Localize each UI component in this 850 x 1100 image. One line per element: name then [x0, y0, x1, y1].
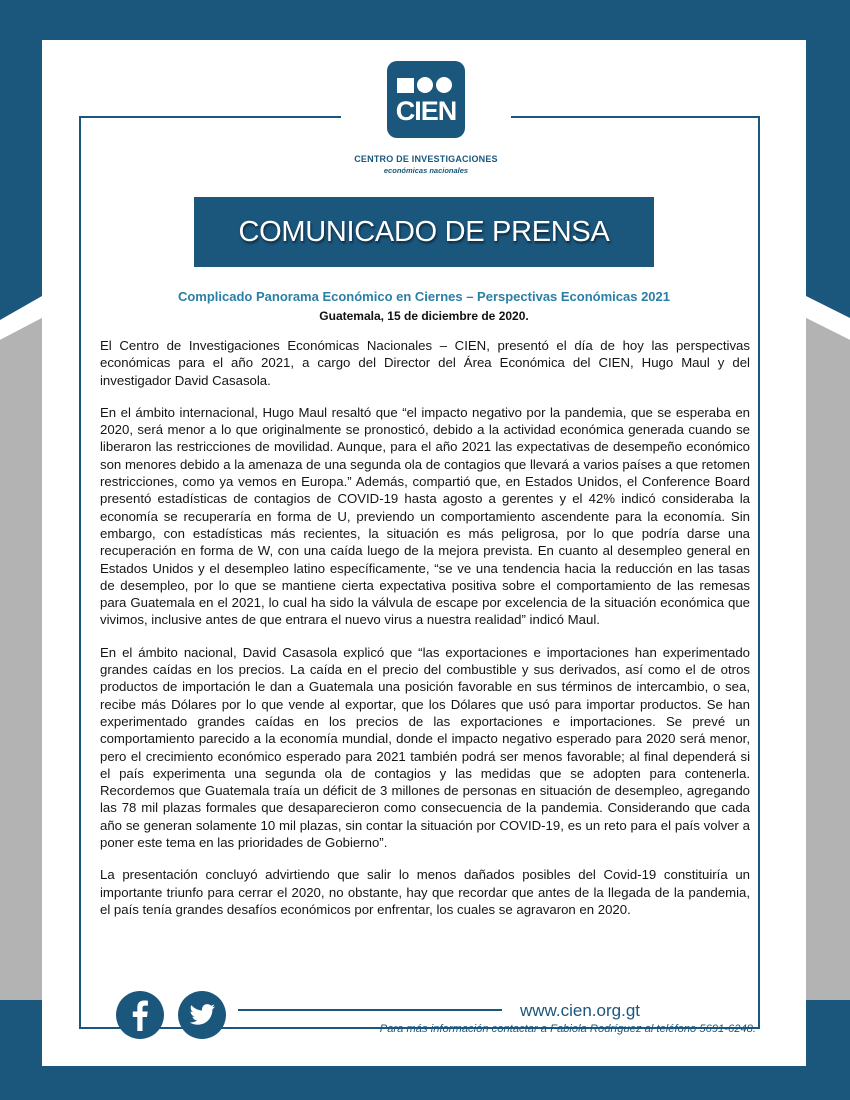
logo-circle-icon [417, 77, 433, 93]
logo-mark [387, 61, 465, 138]
twitter-icon[interactable] [178, 991, 226, 1039]
website-link[interactable]: www.cien.org.gt [520, 1001, 640, 1020]
logo-word: CIEN [395, 96, 457, 126]
press-release-page [42, 40, 806, 1066]
release-dateline: Guatemala, 15 de diciembre de 2020. [319, 309, 529, 323]
logo-circle-icon [436, 77, 452, 93]
facebook-icon[interactable] [116, 991, 164, 1039]
organization-subname: económicas nacionales [383, 166, 469, 175]
body-paragraph: La presentación concluyó advirtiendo que salir lo menos dañados posibles del Covid-19 constituiría un importante triunfo para cerrar el 2020, no obstante, hay que recordar que antes de la llegada de la pandemia, el país tenía grandes desafíos económicos por enfrentar, los cuales se agravaron en 2020. [100, 867, 750, 917]
cien-logo [341, 40, 511, 190]
body-paragraph: En el ámbito nacional, David Casasola explicó que “las exportaciones e importaciones han experimentado grandes caídas en los precios. La caída en el precio del combustible y sus derivados, así como el de otros productos de importación le dan a Guatemala una posición favorable en sus términos de intercambio, o sea, recibe más Dólares por lo que vende al exportar, que los Dólares que usó para importar productos. Se han experimentado grandes caídas en los precios de las exportaciones e importaciones. Se prevé un comportamiento parecido a la economía mundial, donde el impacto negativo esperado para 2020 será menor, pero el crecimiento económico esperado para 2021 también podrá ser menos favorable; al final dependerá si el país experimenta una segunda ola de contagios y las medidas que se adopten para contenerla. Recordemos que Guatemala traía un déficit de 3 millones de personas en situación de desempleo, agregando las 78 mil plazas formales que desaparecieron como consecuencia de la pandemia. Considerando que cada año se generan solamente 10 mil plazas, sin contar la situación por COVID-19, es un reto para el país volver a poner este tema en las prioridades de Gobierno”. [100, 644, 750, 851]
logo-square-icon [397, 78, 414, 93]
body-paragraph: El Centro de Investigaciones Económicas Nacionales – CIEN, presentó el día de hoy las perspectivas económicas para el año 2021, a cargo del Director del Área Económica del CIEN, Hugo Maul y del investigador David Casasola. [100, 338, 750, 388]
release-body [100, 337, 750, 933]
organization-name: CENTRO DE INVESTIGACIONES [354, 154, 498, 164]
release-subtitle: Complicado Panorama Económico en Ciernes – Perspectivas Económicas 2021 [177, 289, 671, 304]
contact-info: Para más información contactar a Fabiola Rodríguez al teléfono 5691-6248. [379, 1023, 756, 1035]
footer-divider [238, 1009, 502, 1011]
gray-stripe-right [806, 318, 850, 1000]
press-release-banner: COMUNICADO DE PRENSA [194, 197, 654, 267]
body-paragraph: En el ámbito internacional, Hugo Maul resaltó que “el impacto negativo por la pandemia, que se esperaba en 2020, será menor a lo que originalmente se pronosticó, debido a la actividad económica generada cuando se liberaron las restricciones de movilidad. Aunque, para el año 2021 las expectativas de desempeño económico son menores debido a la amenaza de una segunda ola de contagios que llevará a varios países a que retomen restricciones, como ya vemos en Europa.” Además, compartió que, en Estados Unidos, el Conference Board presentó estadísticas de contagios de COVID-19 hasta agosto a gerentes y el 42% indicó consideraba la economía se recuperaría en forma de U, previendo un comportamiento ascendente para la economía. Sin embargo, con estadísticas más recientes, la situación es más peligrosa, por lo que podría darse una recuperación en forma de W, con una caída luego de la mejora prevista. En cuanto al desempleo general en Estados Unidos y el desempleo latino específicamente, “se ve una tendencia hacia la reducción en las tasas de desempleo, por lo que se mantiene cierta expectativa positiva sobre el comportamiento de las remesas para Guatemala en el 2021, lo cual ha sido la válvula de escape por excelencia de la situación económica que vivimos, inclusive antes de que entrara el nuevo virus a nuestra realidad” indicó Maul. [100, 404, 750, 628]
gray-stripe-left [0, 318, 42, 1000]
